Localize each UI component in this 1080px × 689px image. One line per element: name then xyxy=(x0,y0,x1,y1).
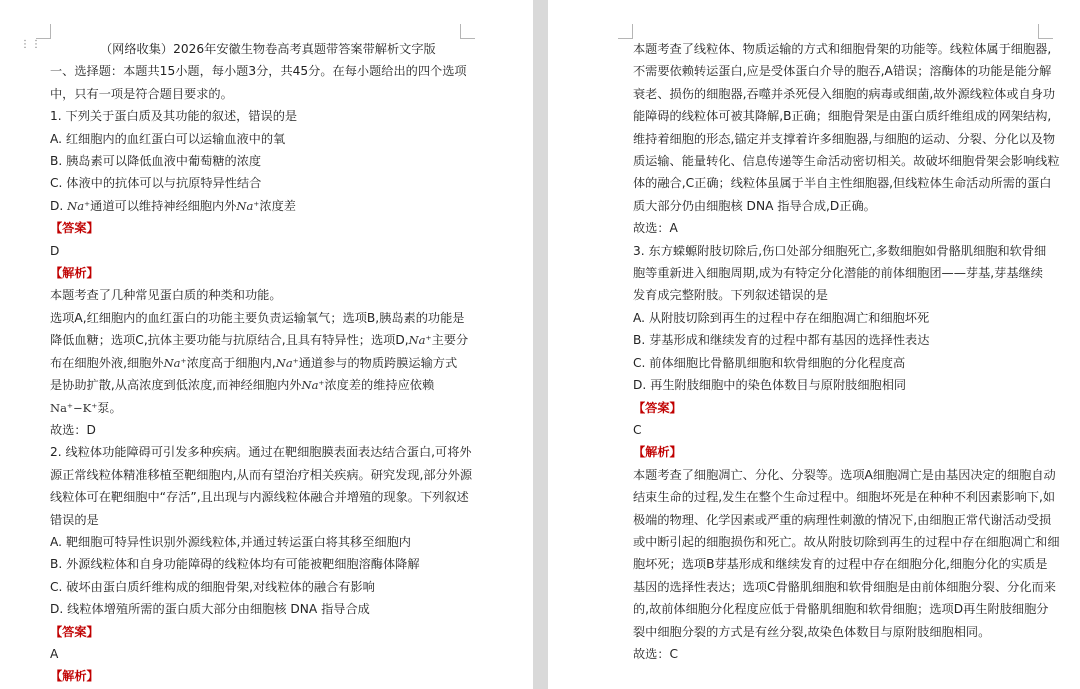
q3-analysis-line: 胞坏死；选项B芽基形成和继续发育的过程中存在细胞分化,细胞分化的实质是 xyxy=(633,557,1048,572)
body-line: 衰老、损伤的细胞器,吞噬并杀死侵入细胞的病毒或细菌,故外源线粒体或自身功 xyxy=(633,86,1056,101)
q3-analysis-line: 本题考查了细胞凋亡、分化、分裂等。选项A细胞凋亡是由基因决定的细胞自动 xyxy=(633,467,1056,482)
q3-answer: C xyxy=(633,422,642,437)
body-line: 3. 东方蝾螈附肢切除后,伤口处部分细胞死亡,多数细胞如骨骼肌细胞和软骨细 xyxy=(633,243,1047,258)
na-ion-formula: Na⁺ xyxy=(236,198,260,213)
q2-option-a: A. 靶细胞可特异性识别外源线粒体,并通过转运蛋白将其移至细胞内 xyxy=(50,534,411,549)
na-ion-formula: Na⁺ xyxy=(275,355,299,370)
analysis-tag: 【解析】 xyxy=(50,669,99,684)
analysis-tag: 【解析】 xyxy=(633,445,682,460)
q1-d-mid: 通道可以维持神经细胞内外 xyxy=(90,198,237,213)
q1-analysis-text: 浓度高于细胞内, xyxy=(186,355,276,370)
document-title: （网络收集）2026年安徽生物卷高考真题带答案带解析文字版 xyxy=(100,42,436,56)
q1-analysis-text: 降低血糖；选项C,抗体主要功能与抗原结合,且具有特异性；选项D, xyxy=(50,333,409,348)
section-header-cont: 中，只有一项是符合题目要求的。 xyxy=(50,86,233,101)
na-ion-formula: Na⁺ xyxy=(67,198,91,213)
q2-answer: A xyxy=(50,646,59,661)
q1-analysis-text: 泵。 xyxy=(97,400,122,415)
body-line: 维持着细胞的形态,锚定并支撑着许多细胞器,与细胞的运动、分裂、分化以及物 xyxy=(633,131,1056,146)
question-2-stem: 2. 线粒体功能障碍可引发多种疾病。通过在靶细胞膜表面表达结合蛋白,可将外 xyxy=(50,445,472,460)
body-line: 能障碍的线粒体可被其降解,B正确；细胞骨架是由蛋白质纤维组成的网架结构, xyxy=(633,109,1052,124)
q1-answer: D xyxy=(50,243,60,258)
body-line: 不需要依赖转运蛋白,应是受体蛋白介导的胞吞,A错误；溶酶体的功能是能分解 xyxy=(633,64,1052,79)
na-ion-formula: Na⁺ xyxy=(408,333,432,348)
q1-option-a: A. 红细胞内的血红蛋白可以运输血液中的氧 xyxy=(50,131,286,146)
q1-analysis-text: 布在细胞外液,细胞外 xyxy=(50,355,164,370)
body-line: 质运输、能量转化、信息传递等生命活动密切相关。故破坏细胞骨架会影响线粒 xyxy=(633,154,1060,169)
answer-tag: 【答案】 xyxy=(633,400,682,415)
q1-analysis-text: 主要分 xyxy=(431,333,469,348)
document-page-right xyxy=(548,0,1080,689)
answer-tag: 【答案】 xyxy=(50,221,99,236)
na-ion-formula: Na⁺ xyxy=(301,378,325,393)
page-corner-mark xyxy=(460,24,475,39)
body-line: A. 从附肢切除到再生的过程中存在细胞凋亡和细胞坏死 xyxy=(633,310,930,325)
page-corner-mark xyxy=(618,24,633,39)
q1-analysis-line xyxy=(50,329,533,351)
q1-analysis-text: 通道参与的物质跨膜运输方式 xyxy=(298,355,458,370)
body-line: C. 前体细胞比骨骼肌细胞和软骨细胞的分化程度高 xyxy=(633,355,906,370)
drag-handle-icon[interactable]: ⋮⋮ xyxy=(20,39,42,50)
na-k-pump-formula: Na⁺−K⁺ xyxy=(50,400,98,415)
body-line: 故选：A xyxy=(633,221,678,236)
q2-option-b: B. 外源线粒体和自身功能障碍的线粒体均有可能被靶细胞溶酶体降解 xyxy=(50,557,420,572)
na-ion-formula: Na⁺ xyxy=(163,355,187,370)
body-line: 胞等重新进入细胞周期,成为有特定分化潜能的前体细胞团——芽基,芽基继续 xyxy=(633,266,1043,281)
body-line: 本题考查了线粒体、物质运输的方式和细胞骨架的功能等。线粒体属于细胞器, xyxy=(633,42,1052,56)
q1-analysis-line: 本题考查了几种常见蛋白质的种类和功能。 xyxy=(50,288,282,303)
answer-tag: 【答案】 xyxy=(50,624,99,639)
q3-analysis-line: 或中断引起的细胞损伤和死亡。故从附肢切除到再生的过程中存在细胞凋亡和细 xyxy=(633,534,1060,549)
q1-d-suffix: 浓度差 xyxy=(259,198,296,213)
body-line: D. 再生附肢细胞中的染色体数目与原附肢细胞相同 xyxy=(633,378,907,393)
q1-option-b: B. 胰岛素可以降低血液中葡萄糖的浓度 xyxy=(50,154,262,169)
q2-option-d: D. 线粒体增殖所需的蛋白质大部分由细胞核 DNA 指导合成 xyxy=(50,602,370,617)
q1-analysis-line xyxy=(50,397,533,419)
q3-analysis-line: 结束生命的过程,发生在整个生命过程中。细胞坏死是在种种不利因素影响下,如 xyxy=(633,490,1056,505)
question-2-stem: 线粒体可在靶细胞中“存活”,且出现与内源线粒体融合并增殖的现象。下列叙述 xyxy=(50,490,469,505)
page-corner-mark xyxy=(36,24,51,39)
analysis-tag: 【解析】 xyxy=(50,266,99,281)
q3-analysis-line: 基因的选择性表达；选项C骨骼肌细胞和软骨细胞是由前体细胞分裂、分化而来 xyxy=(633,579,1056,594)
q1-option-c: C. 体液中的抗体可以与抗原特异性结合 xyxy=(50,176,262,191)
question-1-stem: 1. 下列关于蛋白质及其功能的叙述，错误的是 xyxy=(50,109,298,124)
q1-analysis-text: 浓度差的维持应依赖 xyxy=(324,378,435,393)
q1-analysis-text: 是协助扩散,从高浓度到低浓度,而神经细胞内外 xyxy=(50,378,302,393)
section-header: 一、选择题：本题共15小题，每小题3分，共45分。在每小题给出的四个选项 xyxy=(50,64,467,79)
body-line: 质大部分仍由细胞核 DNA 指导合成,D正确。 xyxy=(633,198,876,213)
q3-conclusion: 故选：C xyxy=(633,646,679,661)
q3-analysis-line: 的,故前体细胞分化程度应低于骨骼肌细胞和软骨细胞；选项D再生附肢细胞分 xyxy=(633,602,1049,617)
question-2-stem: 错误的是 xyxy=(50,512,99,527)
q3-analysis-line: 极端的物理、化学因素或严重的病理性刺激的情况下,由细胞正常代谢活动受损 xyxy=(633,512,1052,527)
q1-option-d xyxy=(50,195,533,217)
page-corner-mark xyxy=(1038,24,1053,39)
q1-d-prefix: D. xyxy=(50,198,68,213)
question-2-stem: 源正常线粒体精准移植至靶细胞内,从而有望治疗相关疾病。研究发现,部分外源 xyxy=(50,467,473,482)
q3-analysis-line: 裂中细胞分裂的方式是有丝分裂,故染色体数目与原附肢细胞相同。 xyxy=(633,624,991,639)
body-line: 发育成完整附肢。下列叙述错误的是 xyxy=(633,288,828,303)
q2-option-c: C. 破坏由蛋白质纤维构成的细胞骨架,对线粒体的融合有影响 xyxy=(50,579,375,594)
q1-analysis-line: 选项A,红细胞内的血红蛋白的功能主要负责运输氧气；选项B,胰岛素的功能是 xyxy=(50,310,465,325)
document-page-left xyxy=(0,0,533,689)
body-line: 体的融合,C正确；线粒体虽属于半自主性细胞器,但线粒体生命活动所需的蛋白 xyxy=(633,176,1052,191)
page-gap xyxy=(533,0,548,689)
body-line: B. 芽基形成和继续发育的过程中都有基因的选择性表达 xyxy=(633,333,930,348)
q1-analysis-line xyxy=(50,374,533,396)
q1-conclusion: 故选：D xyxy=(50,422,96,437)
q1-analysis-line xyxy=(50,352,533,374)
